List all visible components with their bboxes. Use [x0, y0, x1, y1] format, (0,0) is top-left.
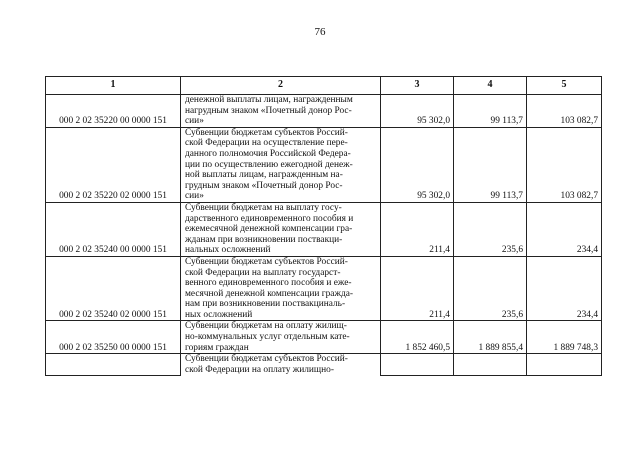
- row-value-2: 1 889 855,4: [454, 321, 527, 354]
- row-value-1: [381, 354, 454, 376]
- column-header-name: 2: [181, 77, 381, 95]
- row-value-1: 95 302,0: [381, 95, 454, 128]
- row-description: [181, 202, 381, 256]
- row-description: [181, 354, 381, 376]
- row-value-3: 1 889 748,3: [527, 321, 602, 354]
- row-code: 000 2 02 35220 02 0000 151: [46, 127, 181, 202]
- row-value-3: 103 082,7: [527, 127, 602, 202]
- row-description: [181, 95, 381, 128]
- row-value-2: 235,6: [454, 256, 527, 321]
- row-value-1: 95 302,0: [381, 127, 454, 202]
- table-row: [46, 95, 602, 128]
- column-header-value-3: 5: [527, 77, 602, 95]
- row-value-2: [454, 354, 527, 376]
- table-header-row: [46, 77, 602, 95]
- row-value-1: 1 852 460,5: [381, 321, 454, 354]
- row-description-text: Субвенции бюджетам субъектов Россий- ской Федерации на выплату государст- венного единовременного пособия и еже- месячной денежной компенсации гражда- нам при возникновении поствакциналь- ных осложнений: [185, 256, 354, 320]
- row-value-2: 99 113,7: [454, 95, 527, 128]
- row-description-text: Субвенции бюджетам на оплату жилищ- но-коммунальных услуг отдельным кате- гориям граждан: [185, 321, 350, 353]
- table-row: [46, 127, 602, 202]
- budget-table: [45, 76, 602, 376]
- table-row: [46, 202, 602, 256]
- table-row: [46, 354, 602, 376]
- row-description-text: Субвенции бюджетам субъектов Россий- ской Федерации на осуществление пере- данного полномочия Российской Федера- ции по осуществлению ежегодной денеж- ной выплаты лицам, награжденным на- грудным знаком «Почетный донор Рос- сии»: [185, 127, 353, 202]
- row-value-1: 211,4: [381, 256, 454, 321]
- row-code: 000 2 02 35220 00 0000 151: [46, 95, 181, 128]
- page-number: 76: [314, 26, 326, 38]
- column-header-value-1: 3: [381, 77, 454, 95]
- row-description: [181, 321, 381, 354]
- row-description-text: денежной выплаты лицам, награжденным нагрудным знаком «Почетный донор Рос- сии»: [185, 95, 353, 127]
- row-code: 000 2 02 35250 00 0000 151: [46, 321, 181, 354]
- row-description: [181, 256, 381, 321]
- column-header-code: 1: [46, 77, 181, 95]
- row-code: 000 2 02 35240 00 0000 151: [46, 202, 181, 256]
- row-code: 000 2 02 35240 02 0000 151: [46, 256, 181, 321]
- table-row: [46, 256, 602, 321]
- row-value-3: 234,4: [527, 202, 602, 256]
- column-header-value-2: 4: [454, 77, 527, 95]
- table-row: [46, 321, 602, 354]
- row-description-text: Субвенции бюджетам на выплату госу- дарственного единовременного пособия и ежемесячной денежной компенсации гра- жданам при возникновении поствакци- нальных осложнений: [185, 202, 354, 256]
- row-value-3: 234,4: [527, 256, 602, 321]
- row-value-3: [527, 354, 602, 376]
- row-value-1: 211,4: [381, 202, 454, 256]
- row-value-2: 99 113,7: [454, 127, 527, 202]
- row-value-2: 235,6: [454, 202, 527, 256]
- row-description-text: Субвенции бюджетам субъектов Россий- ской Федерации на оплату жилищно-: [185, 354, 348, 375]
- row-value-3: 103 082,7: [527, 95, 602, 128]
- row-description: [181, 127, 381, 202]
- row-code: [46, 354, 181, 376]
